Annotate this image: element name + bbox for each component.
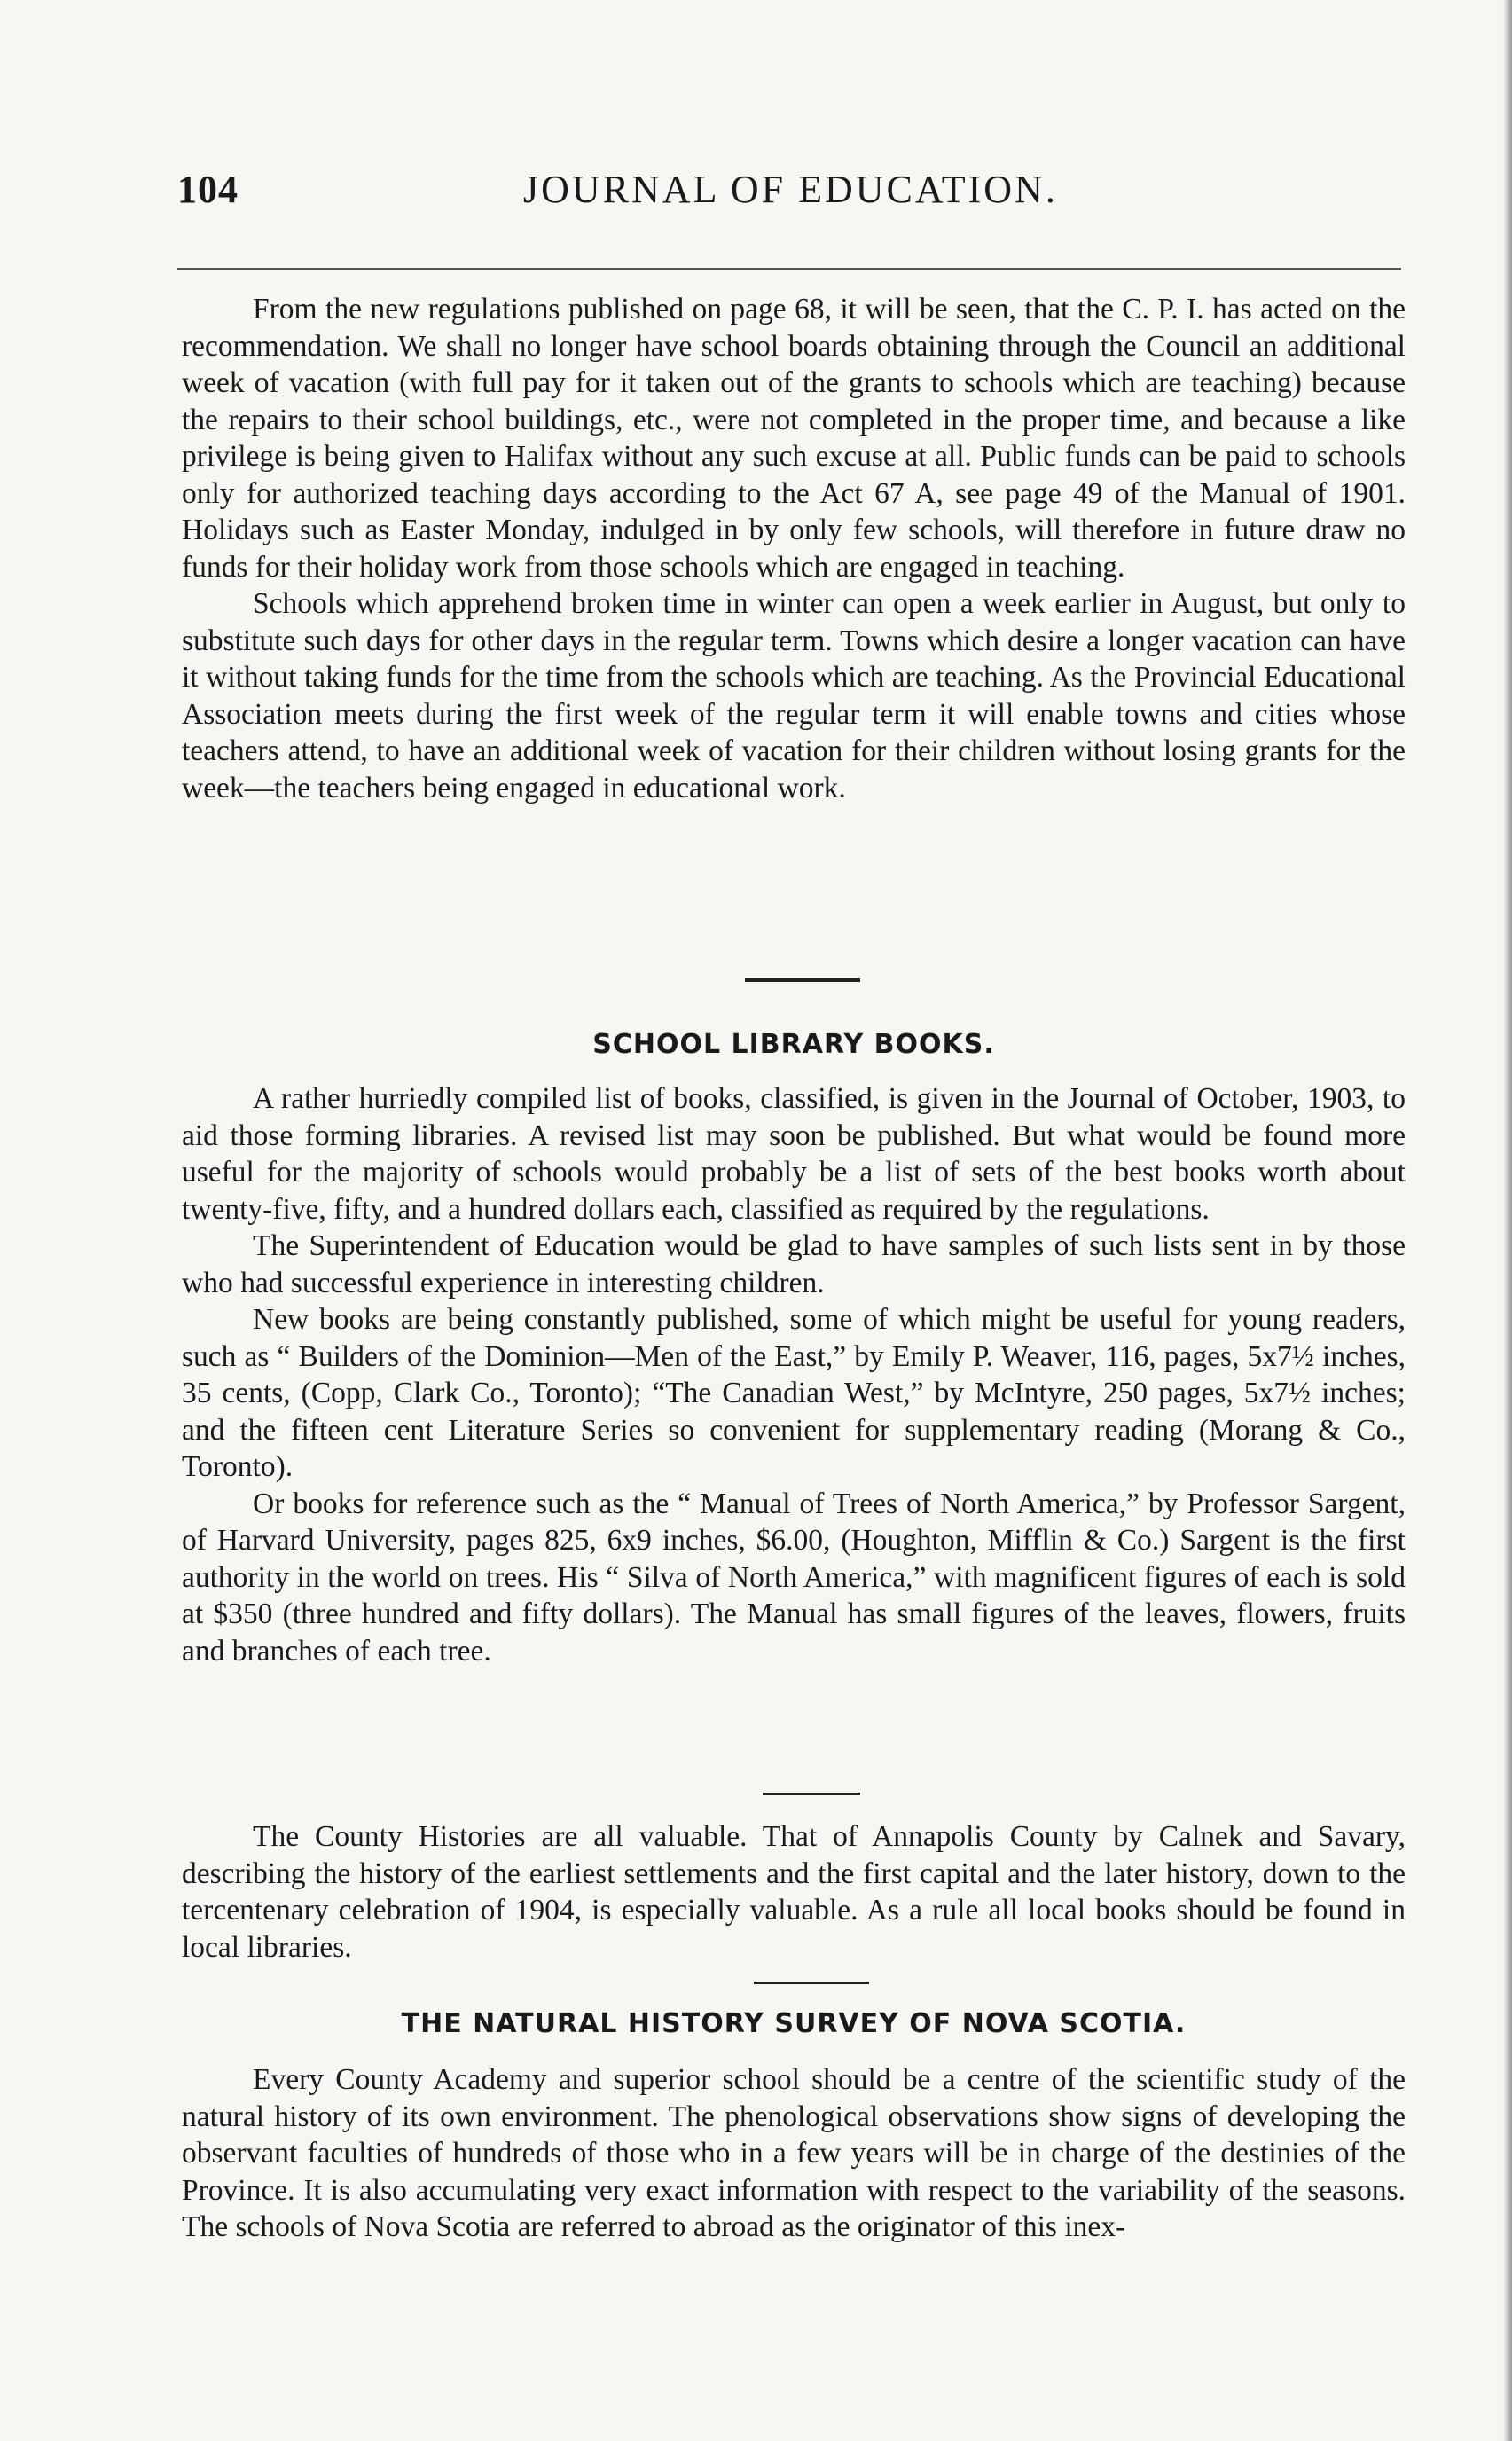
- journal-title: JOURNAL OF EDUCATION.: [523, 168, 1058, 211]
- page-number: 104: [177, 168, 239, 211]
- natural-history-section: [182, 2061, 1406, 2246]
- header-rule: [177, 268, 1401, 270]
- library-paragraph: The Superintendent of Education would be glad to have samples of such lists sent in by those who had successful experience in interesting children.: [182, 1229, 1406, 1299]
- intro-paragraph: From the new regulations published on page 68, it will be seen, that the C. P. I. has acted on the recommendation. We shall no longer have school boards obtaining through the Council an additional week of vacation (with full pay for it taken out of the grants to schools which are teaching) because the repairs to their school buildings, etc., were not completed in the proper time, and because a like privilege is being given to Halifax without any such excuse at all. Public funds can be paid to schools only for authorized teaching days according to the Act 67 A, see page 49 of the Manual of 1901. Holidays such as Easter Monday, indulged in by only few schools, will therefore in future draw no funds for their holiday work from those schools which are engaged in teaching.: [182, 293, 1406, 584]
- section-divider: [754, 1982, 869, 1984]
- library-paragraph: A rather hurriedly compiled list of books, classified, is given in the Journal of October, 1903, to aid those forming libraries. A revised list may soon be published. But what would be found more useful for the majority of schools would probably be a list of sets of the best books worth about twenty-five, fifty, and a hundred dollars each, classified as required by the regulations.: [182, 1082, 1406, 1226]
- page-header: [177, 167, 1419, 220]
- library-books-heading: SCHOOL LIBRARY BOOKS.: [592, 1029, 995, 1060]
- library-books-section: [182, 1080, 1406, 1669]
- county-histories-paragraph: The County Histories are all valuable. That of Annapolis County by Calnek and Savary, describing the history of the earliest settlements and the first capital and the later history, down to the tercentenary celebration of 1904, is especially valuable. As a rule all local books should be found in local libraries.: [182, 1820, 1406, 1964]
- natural-history-heading: THE NATURAL HISTORY SURVEY OF NOVA SCOTIA.: [401, 2008, 1187, 2039]
- intro-section: [182, 291, 1406, 806]
- library-paragraph: Or books for reference such as the “ Manual of Trees of North America,” by Professor Sargent, of Harvard University, pages 825, 6x9 inches, $6.00, (Houghton, Mifflin & Co.) Sargent is the first authority in the world on trees. His “ Silva of North America,” with magnificent figures of each is sold at $350 (three hundred and fifty dollars). The Manual has small figures of the leaves, flowers, fruits and branches of each tree.: [182, 1487, 1406, 1668]
- section-divider: [745, 978, 860, 982]
- page-edge-shadow: [1503, 0, 1512, 2441]
- county-histories-section: [182, 1818, 1406, 1966]
- library-paragraph: New books are being constantly published, some of which might be useful for young readers, such as “ Builders of the Dominion—Men of the East,” by Emily P. Weaver, 116, pages, 5x7½ inches, 35 cents, (Copp, Clark Co., Toronto); “The Canadian West,” by McIntyre, 250 pages, 5x7½ inches; and the fifteen cent Literature Series so convenient for supplementary reading (Morang & Co., Toronto).: [182, 1303, 1406, 1483]
- natural-history-paragraph: Every County Academy and superior school should be a centre of the scientific study of the natural history of its own environment. The phenological observations show signs of developing the observant faculties of hundreds of those who in a few years will be in charge of the destinies of the Province. It is also accumulating very exact information with respect to the variability of the seasons. The schools of Nova Scotia are referred to abroad as the originator of this inex-: [182, 2063, 1406, 2243]
- short-divider: [763, 1793, 860, 1795]
- intro-paragraph: Schools which apprehend broken time in winter can open a week earlier in August, but only to substitute such days for other days in the regular term. Towns which desire a longer vacation can have it without taking funds for the time from the schools which are teaching. As the Provincial Educational Association meets during the first week of the regular term it will enable towns and cities whose teachers attend, to have an additional week of vacation for their children without losing grants for the week—the teachers being engaged in educational work.: [182, 587, 1406, 805]
